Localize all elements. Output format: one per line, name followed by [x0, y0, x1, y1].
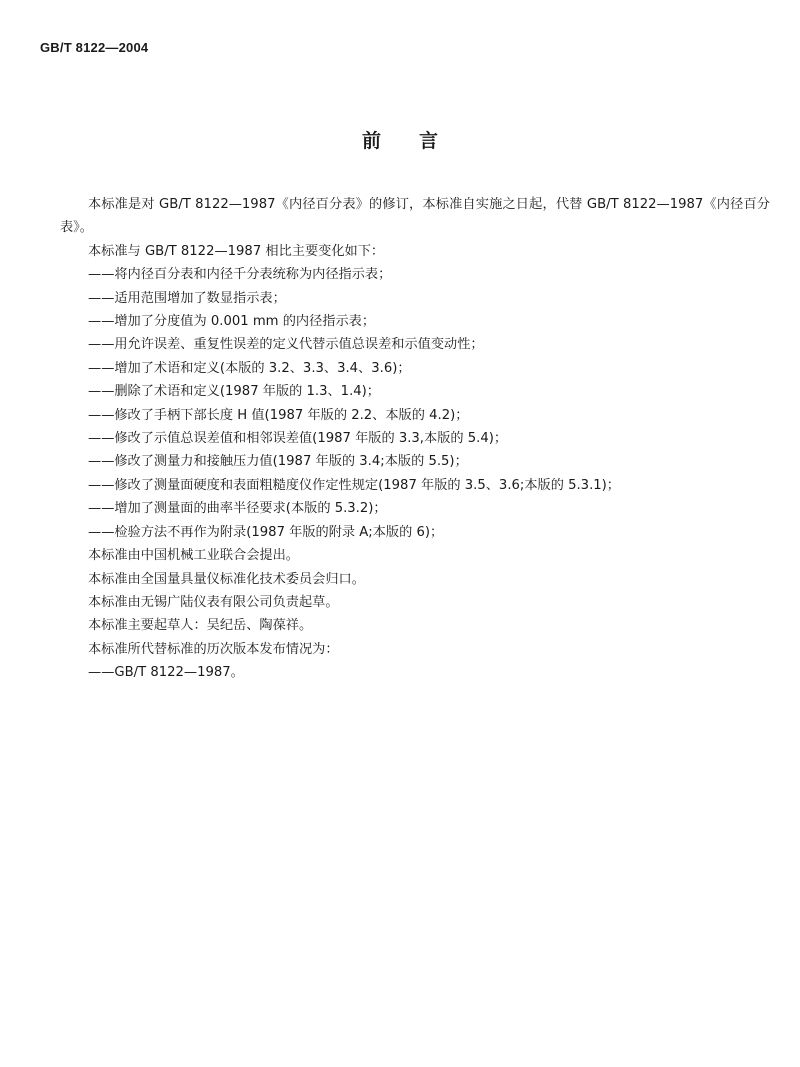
change-item: ——用允许误差、重复性误差的定义代替示值总误差和示值变动性；	[88, 337, 484, 353]
change-item: ——适用范围增加了数显指示表；	[88, 290, 286, 306]
change-item: ——修改了测量力和接触压力值(1987 年版的 3.4;本版的 5.5)；	[88, 454, 468, 470]
changes-intro: 本标准与 GB/T 8122—1987 相比主要变化如下：	[88, 243, 385, 259]
change-item: ——修改了手柄下部长度 H 值(1987 年版的 2.2、本版的 4.2)；	[88, 407, 469, 423]
standard-code: GB/T 8122—2004	[40, 40, 149, 55]
change-item: ——修改了测量面硬度和表面粗糙度仪作定性规定(1987 年版的 3.5、3.6;本版的 5.3.1)；	[88, 477, 620, 493]
change-item: ——删除了术语和定义(1987 年版的 1.3、1.4)；	[88, 384, 380, 400]
history-item: ——GB/T 8122—1987。	[88, 665, 244, 681]
centralized-line: 本标准由全国量具量仪标准化技术委员会归口。	[88, 571, 365, 587]
change-item: ——将内径百分表和内径千分表统称为内径指示表；	[88, 267, 392, 283]
title-char-1: 前	[361, 130, 381, 152]
drafters-line: 本标准主要起草人：吴纪岳、陶葆祥。	[88, 618, 313, 634]
proposer-line: 本标准由中国机械工业联合会提出。	[88, 548, 299, 564]
drafting-unit-line: 本标准由无锡广陆仪表有限公司负责起草。	[88, 594, 339, 610]
change-item: ——检验方法不再作为附录(1987 年版的附录 A;本版的 6)；	[88, 524, 444, 540]
intro-paragraph: 本标准是对 GB/T 8122—1987《内径百分表》的修订，本标准自实施之日起，代替 GB/T 8122—1987《内径百分表》。	[60, 197, 770, 236]
title-char-2: 言	[419, 130, 439, 152]
history-intro-line: 本标准所代替标准的历次版本发布情况为：	[88, 641, 339, 657]
change-item: ——增加了分度值为 0.001 mm 的内径指示表；	[88, 314, 376, 330]
document-body	[60, 193, 770, 685]
change-item: ——增加了术语和定义(本版的 3.2、3.3、3.4、3.6)；	[88, 360, 411, 376]
change-item: ——修改了示值总误差值和相邻误差值(1987 年版的 3.3,本版的 5.4)；	[88, 431, 508, 447]
page-title	[0, 126, 800, 153]
change-item: ——增加了测量面的曲率半径要求(本版的 5.3.2)；	[88, 501, 387, 517]
